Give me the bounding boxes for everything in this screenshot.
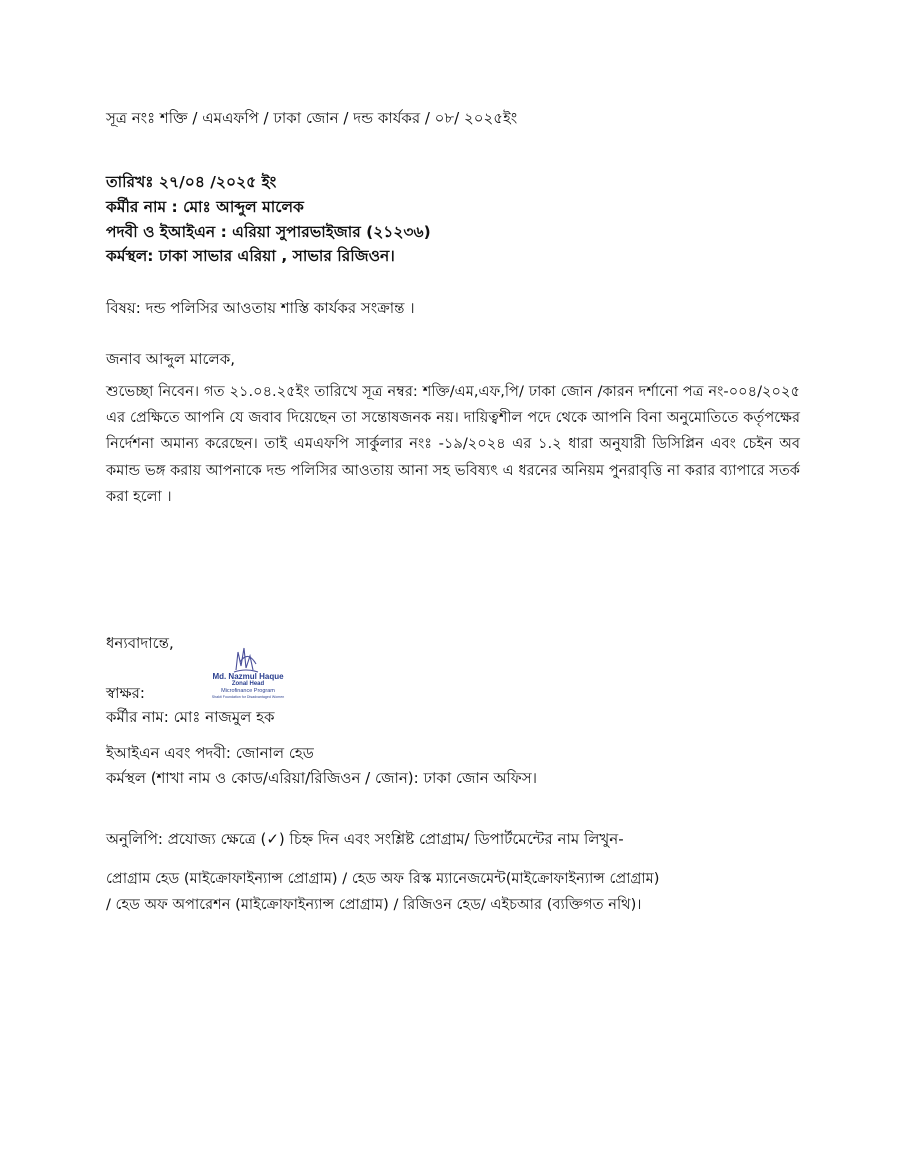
stamp-org: Shakti Foundation for Disadvantaged Women: [211, 695, 285, 699]
signer-name: কর্মীর নাম: মোঃ নাজমুল হক: [106, 708, 275, 726]
cc-recipients-line-2: / হেড অফ অপারেশন (মাইক্রোফাইন্যান্স প্রোগ্রাম) / রিজিওন হেড/ এইচআর (ব্যক্তিগত নথি)।: [106, 896, 642, 913]
reference-number: সূত্র নংঃ শক্তি / এমএফপি / ঢাকা জোন / দন্ড কার্যকর / ০৮/ ২০২৫ইং: [106, 109, 518, 127]
cc-instruction: অনুলিপি: প্রযোজ্য ক্ষেত্রে (✓) চিহ্ন দিন এবং সংশ্লিষ্ট প্রোগ্রাম/ ডিপার্টমেন্টের নাম লিখুন-: [106, 830, 624, 848]
salutation: জনাব আব্দুল মালেক,: [106, 350, 235, 368]
closing: ধন্যবাদান্তে,: [106, 634, 174, 652]
employee-workplace: কর্মস্থল: ঢাকা সাভার এরিয়া , সাভার রিজিওন।: [106, 247, 395, 265]
stamp-program: Microfinance Program: [221, 688, 275, 694]
signature-label: স্বাক্ষর:: [106, 684, 145, 702]
signer-designation: ইআইএন এবং পদবী: জোনাল হেড: [106, 744, 314, 762]
employee-designation: পদবী ও ইআইএন : এরিয়া সুপারভাইজার (২১২৩৬): [106, 223, 431, 241]
stamp-name: Md. Nazmul Haque: [212, 672, 284, 681]
employee-name: কর্মীর নাম : মোঃ আব্দুল মালেক: [106, 198, 304, 216]
stamp-title: Zonal Head: [231, 681, 265, 687]
cc-recipients-line-1: প্রোগ্রাম হেড (মাইক্রোফাইন্যান্স প্রোগ্রাম) / হেড অফ রিস্ক ম্যানেজমেন্ট(মাইক্রোফাইন্যান্স প্রোগ্রাম): [106, 870, 660, 887]
letter-date: তারিখঃ ২৭/০৪ /২০২৫ ইং: [106, 173, 277, 191]
signer-workplace: কর্মস্থল (শাখা নাম ও কোড/এরিয়া/রিজিওন / জোন): ঢাকা জোন অফিস।: [106, 769, 538, 787]
letter-body: শুভেচ্ছা নিবেন। গত ২১.০৪.২৫ইং তারিখে সূত্র নম্বর: শক্তি/এম,এফ,পি/ ঢাকা জোন /কারন দর্শানো পত্র নং-০০৪/২০২৫ এর প্রেক্ষিতে আপনি যে জবাব দিয়েছেন তা সন্তোষজনক নয়। দায়িত্বশীল পদে থেকে আপনি বিনা অনুমোতিতে কর্তৃপক্ষের নির্দেশনা অমান্য করেছেন। তাই এমএফপি সার্কুলার নংঃ -১৯/২০২৪ এর ১.২ ধারা অনুযারী ডিসিপ্লিন এবং চেইন অব কমান্ড ভঙ্গ করায় আপনাকে দন্ড পলিসির আওতায় আনা সহ ভবিষ্যৎ এ ধরনের অনিয়ম পুনরাবৃত্তি না করার ব্যাপারে সতর্ক করা হলো ।: [106, 383, 800, 505]
subject-line: বিষয়: দন্ড পলিসির আওতায় শাস্তি কার্যকর সংক্রান্ত ।: [106, 299, 415, 317]
signature-scribble: [234, 648, 258, 672]
